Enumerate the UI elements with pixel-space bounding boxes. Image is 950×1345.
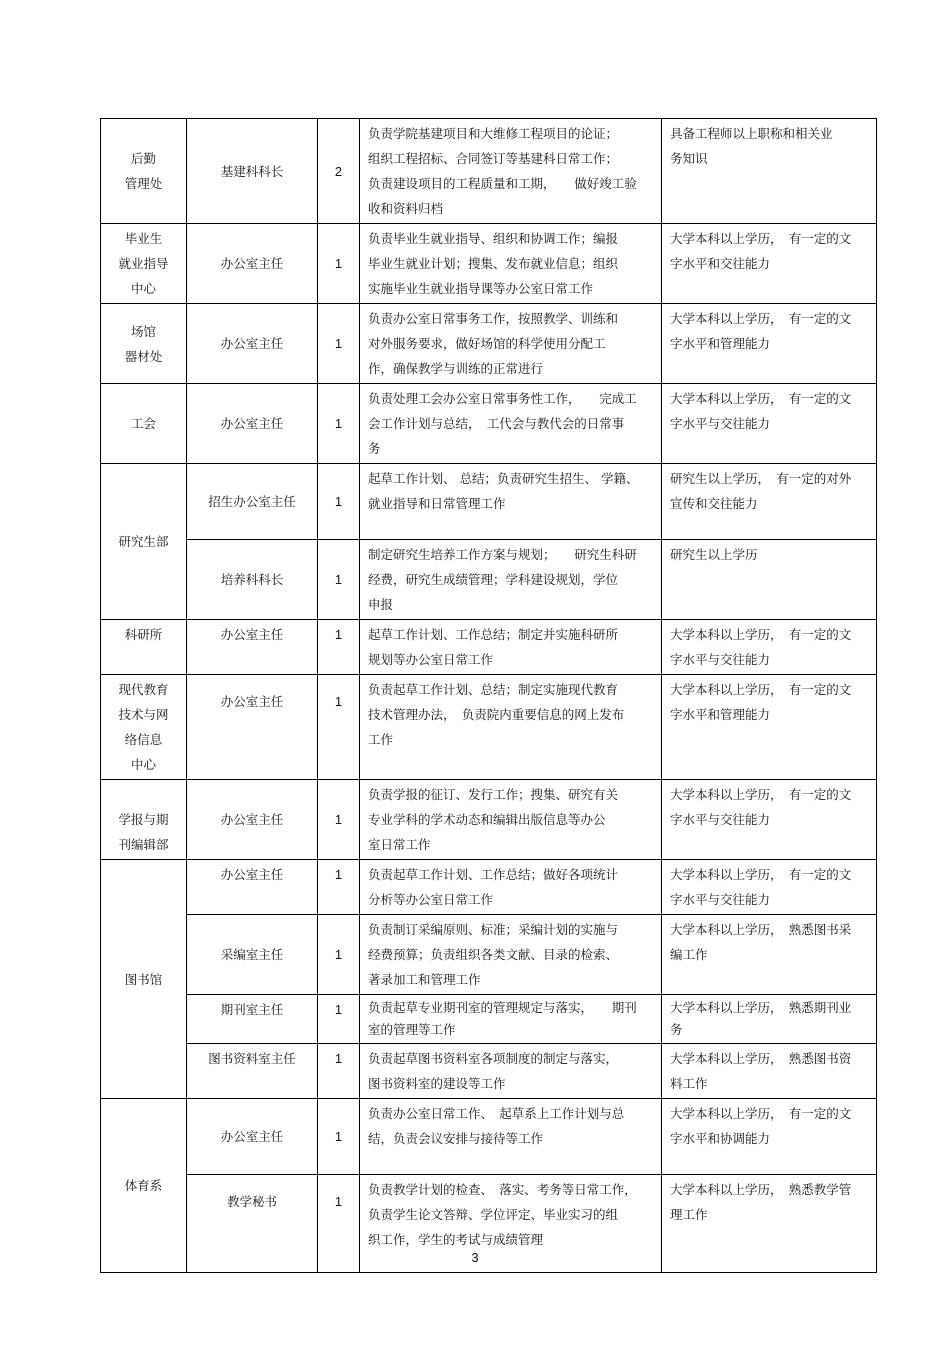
requirement-cell: 大学本科以上学历， 熟悉图书资 料工作 [662,1044,877,1099]
table-row [101,384,877,464]
table-row [101,119,877,224]
table-row [101,780,877,860]
requirement-cell: 大学本科以上学历， 熟悉图书采 编工作 [662,915,877,995]
requirement-cell: 大学本科以上学历， 有一定的文 字水平和管理能力 [662,304,877,384]
duty-cell: 负责起草工作计划、总结；制定实施现代教育 技术管理办法， 负责院内重要信息的网上发布 工作 [360,675,662,780]
requirement-cell: 大学本科以上学历， 有一定的文 字水平和管理能力 [662,675,877,780]
dept-cell: 现代教育 技术与网 络信息 中心 [101,675,187,780]
position-cell: 办公室主任 [187,1099,318,1175]
duty-cell: 负责教学计划的检查、 落实、考务等日常工作， 负责学生论文答辩、学位评定、毕业实习的组 织工作，学生的考试与成绩管理 [360,1175,662,1273]
duty-cell: 负责毕业生就业指导、组织和协调工作；编报 毕业生就业计划；搜集、发布就业信息；组织 实施毕业生就业指导课等办公室日常工作 [360,224,662,304]
requirement-cell: 大学本科以上学历， 有一定的文 字水平和协调能力 [662,1099,877,1175]
count-cell: 1 [318,675,360,780]
requirement-cell: 大学本科以上学历， 熟悉教学管 理工作 [662,1175,877,1273]
count-cell: 1 [318,464,360,540]
count-cell: 1 [318,860,360,915]
duty-cell: 起草工作计划、 总结；负责研究生招生、 学籍、 就业指导和日常管理工作 [360,464,662,540]
dept-cell: 研究生部 [101,464,187,620]
requirement-cell: 研究生以上学历 [662,540,877,620]
position-cell: 办公室主任 [187,224,318,304]
duty-cell: 负责起草图书资料室各项制度的制定与落实， 图书资料室的建设等工作 [360,1044,662,1099]
table-row [101,915,877,995]
dept-cell: 科研所 [101,620,187,675]
position-cell: 基建科科长 [187,119,318,224]
table-row [101,675,877,780]
dept-cell: 图书馆 [101,860,187,1099]
dept-cell: 工会 [101,384,187,464]
requirement-cell: 大学本科以上学历， 有一定的文 字水平与交往能力 [662,620,877,675]
table-row [101,540,877,620]
dept-cell: 学报与期 刊编辑部 [101,780,187,860]
count-cell: 1 [318,304,360,384]
count-cell: 1 [318,780,360,860]
table-row [101,1044,877,1099]
requirement-cell: 具备工程师以上职称和相关业 务知识 [662,119,877,224]
duty-cell: 负责办公室日常工作、 起草系上工作计划与总 结，负责会议安排与接待等工作 [360,1099,662,1175]
table-row [101,995,877,1044]
table-row [101,620,877,675]
count-cell: 1 [318,1175,360,1273]
count-cell: 1 [318,1044,360,1099]
count-cell: 1 [318,384,360,464]
duty-cell: 负责学院基建项目和大维修工程项目的论证； 组织工程招标、合同签订等基建科日常工作； 负责建设项目的工程质量和工期， 做好竣工验 收和资料归档 [360,119,662,224]
position-cell: 办公室主任 [187,860,318,915]
count-cell: 2 [318,119,360,224]
requirement-cell: 大学本科以上学历， 有一定的文 字水平与交往能力 [662,860,877,915]
position-cell: 办公室主任 [187,675,318,780]
count-cell: 1 [318,224,360,304]
dept-cell: 毕业生 就业指导 中心 [101,224,187,304]
count-cell: 1 [318,620,360,675]
count-cell: 1 [318,915,360,995]
duty-cell: 制定研究生培养工作方案与规划； 研究生科研 经费，研究生成绩管理；学科建设规划，学位 申报 [360,540,662,620]
requirement-cell: 大学本科以上学历， 有一定的文 字水平与交往能力 [662,780,877,860]
table-row [101,304,877,384]
table-row [101,860,877,915]
page-number: 3 [471,1250,479,1265]
position-cell: 图书资料室主任 [187,1044,318,1099]
position-cell: 办公室主任 [187,384,318,464]
job-table [100,118,877,1273]
count-cell: 1 [318,540,360,620]
position-cell: 培养科科长 [187,540,318,620]
position-cell: 采编室主任 [187,915,318,995]
count-cell: 1 [318,995,360,1044]
duty-cell: 负责处理工会办公室日常事务性工作， 完成工 会工作计划与总结， 工代会与教代会的日常事 务 [360,384,662,464]
table-row [101,464,877,540]
count-cell: 1 [318,1099,360,1175]
position-cell: 期刊室主任 [187,995,318,1044]
position-cell: 办公室主任 [187,304,318,384]
requirement-cell: 大学本科以上学历， 有一定的文 字水平与交往能力 [662,384,877,464]
requirement-cell: 大学本科以上学历， 有一定的文 字水平和交往能力 [662,224,877,304]
position-cell: 教学秘书 [187,1175,318,1273]
table-row [101,224,877,304]
table-row [101,1099,877,1175]
duty-cell: 负责办公室日常事务工作，按照教学、训练和 对外服务要求，做好场馆的科学使用分配工 作，确保教学与训练的正常进行 [360,304,662,384]
job-table-body [101,119,877,1273]
duty-cell: 负责学报的征订、发行工作；搜集、研究有关 专业学科的学术动态和编辑出版信息等办公 室日常工作 [360,780,662,860]
dept-cell: 体育系 [101,1099,187,1273]
requirement-cell: 研究生以上学历， 有一定的对外 宣传和交往能力 [662,464,877,540]
position-cell: 办公室主任 [187,620,318,675]
requirement-cell: 大学本科以上学历， 熟悉期刊业 务 [662,995,877,1044]
position-cell: 招生办公室主任 [187,464,318,540]
dept-cell: 后勤 管理处 [101,119,187,224]
duty-cell: 起草工作计划、工作总结；制定并实施科研所 规划等办公室日常工作 [360,620,662,675]
duty-cell: 负责起草工作计划、工作总结；做好各项统计 分析等办公室日常工作 [360,860,662,915]
duty-cell: 负责制订采编原则、标准；采编计划的实施与 经费预算；负责组织各类文献、目录的检索、 著录加工和管理工作 [360,915,662,995]
duty-cell: 负责起草专业期刊室的管理规定与落实， 期刊 室的管理等工作 [360,995,662,1044]
position-cell: 办公室主任 [187,780,318,860]
dept-cell: 场馆 器材处 [101,304,187,384]
